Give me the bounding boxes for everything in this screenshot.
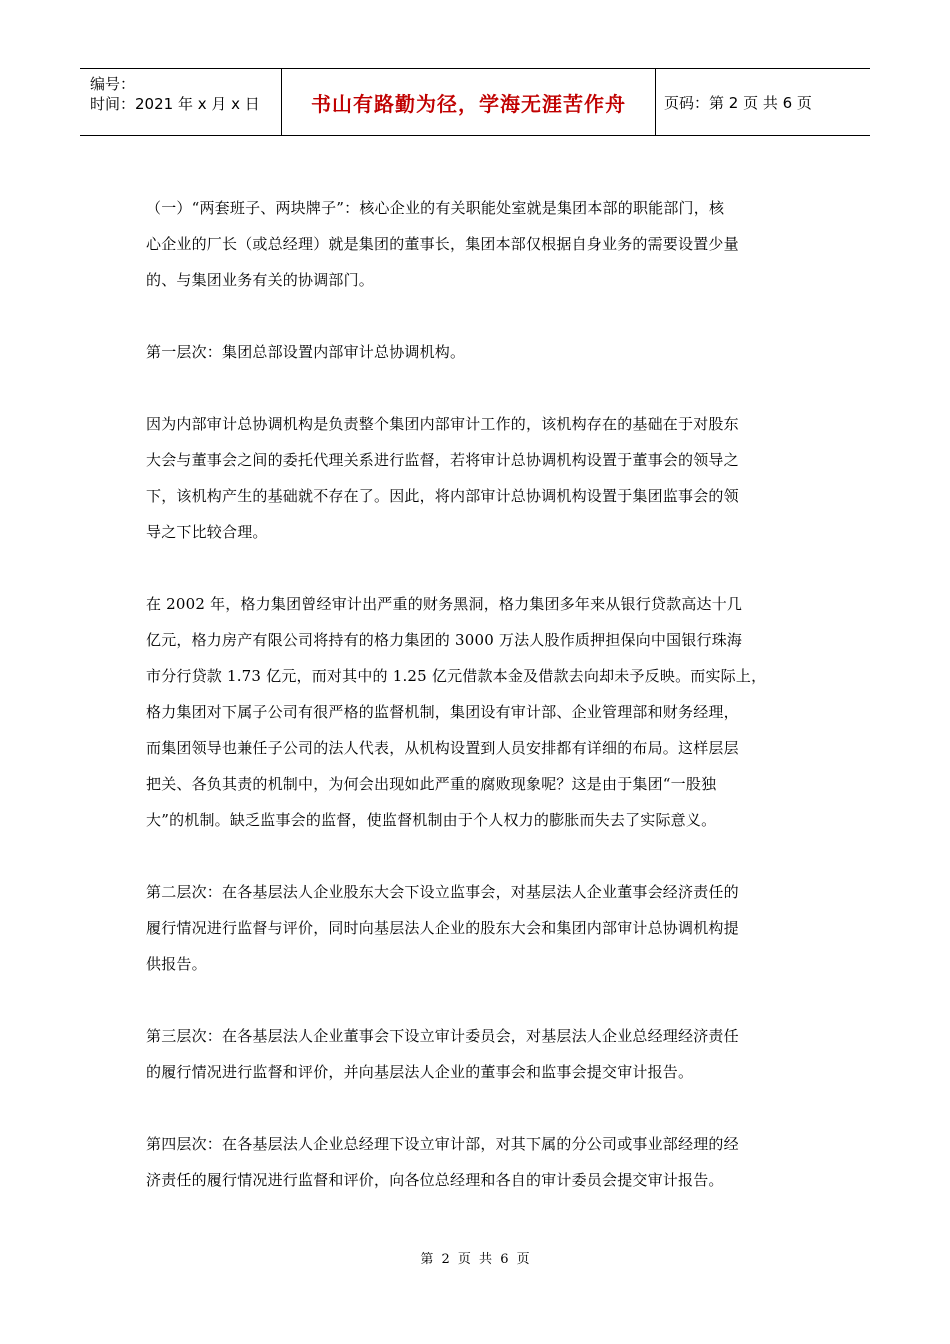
paragraph-line: 大会与董事会之间的委托代理关系进行监督，若将审计总协调机构设置于董事会的领导之 [146, 451, 739, 469]
paragraph-line: 因为内部审计总协调机构是负责整个集团内部审计工作的，该机构存在的基础在于对股东 [146, 415, 739, 433]
body-paragraph [146, 1018, 814, 1090]
header-motto: 书山有路勤为径，学海无涯苦作舟 [282, 69, 656, 135]
paragraph-line: 第一层次：集团总部设置内部审计总协调机构。 [146, 343, 466, 361]
paragraph-line: 亿元，格力房产有限公司将持有的格力集团的 3000 万法人股作质押担保向中国银行珠海 [146, 631, 743, 649]
page-header [80, 68, 870, 136]
paragraph-line: （一）“两套班子、两块牌子”：核心企业的有关职能处室就是集团本部的职能部门，核 [146, 199, 725, 217]
header-page-info: 页码：第 2 页 共 6 页 [664, 93, 812, 112]
paragraph-line: 把关、各负其责的机制中，为何会出现如此严重的腐败现象呢？这是由于集团“一股独 [146, 775, 717, 793]
document-body [146, 190, 814, 1234]
paragraph-line: 济责任的履行情况进行监督和评价，向各位总经理和各自的审计委员会提交审计报告。 [146, 1171, 724, 1189]
paragraph-line: 导之下比较合理。 [146, 523, 268, 541]
paragraph-line: 第三层次：在各基层法人企业董事会下设立审计委员会，对基层法人企业总经理经济责任 [146, 1027, 739, 1045]
paragraph-line: 供报告。 [146, 955, 207, 973]
body-paragraph [146, 406, 814, 550]
body-paragraph [146, 334, 814, 370]
paragraph-line: 大”的机制。缺乏监事会的监督，使监督机制由于个人权力的膨胀而失去了实际意义。 [146, 811, 717, 829]
body-paragraph [146, 1126, 814, 1198]
paragraph-line: 下，该机构产生的基础就不存在了。因此，将内部审计总协调机构设置于集团监事会的领 [146, 487, 739, 505]
page-footer: 第 2 页 共 6 页 [420, 1252, 530, 1267]
paragraph-line: 在 2002 年，格力集团曾经审计出严重的财务黑洞，格力集团多年来从银行贷款高达十几 [146, 595, 743, 613]
body-paragraph [146, 190, 814, 298]
body-paragraph [146, 586, 814, 838]
document-number-label: 编号： [90, 75, 136, 93]
document-date: 时间：2021 年 x 月 x 日 [90, 95, 260, 113]
paragraph-line: 格力集团对下属子公司有很严格的监督机制，集团设有审计部、企业管理部和财务经理， [146, 703, 739, 721]
paragraph-line: 的履行情况进行监督和评价，并向基层法人企业的董事会和监事会提交审计报告。 [146, 1063, 694, 1081]
paragraph-line: 第四层次：在各基层法人企业总经理下设立审计部，对其下属的分公司或事业部经理的经 [146, 1135, 739, 1153]
paragraph-line: 心企业的厂长（或总经理）就是集团的董事长，集团本部仅根据自身业务的需要设置少量 [146, 235, 739, 253]
paragraph-line: 履行情况进行监督与评价，同时向基层法人企业的股东大会和集团内部审计总协调机构提 [146, 919, 739, 937]
paragraph-line: 第二层次：在各基层法人企业股东大会下设立监事会，对基层法人企业董事会经济责任的 [146, 883, 739, 901]
body-paragraph [146, 874, 814, 982]
header-meta [80, 69, 282, 135]
paragraph-line: 的、与集团业务有关的协调部门。 [146, 271, 375, 289]
paragraph-line: 而集团领导也兼任子公司的法人代表，从机构设置到人员安排都有详细的布局。这样层层 [146, 739, 739, 757]
paragraph-line: 市分行贷款 1.73 亿元，而对其中的 1.25 亿元借款本金及借款去向却未予反映。而实际上， [146, 667, 767, 685]
